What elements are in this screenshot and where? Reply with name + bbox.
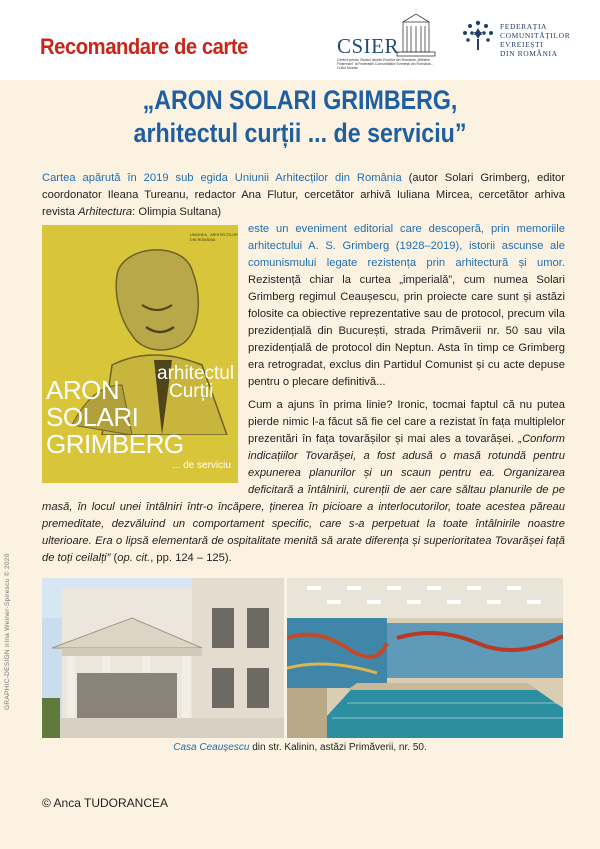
- federation-line: EVREIEȘTI: [500, 40, 544, 49]
- csier-logo: [337, 14, 447, 70]
- federation-name: [500, 22, 595, 58]
- caption-rest: din str. Kalinin, astăzi Primăverii, nr. 50.: [249, 742, 427, 753]
- book-cover: [42, 225, 238, 483]
- magazine-name: Arhitectura: [78, 206, 133, 218]
- design-credit: GRAPHIC-DESIGN Irina Weiner-Spirescu © 2020: [4, 553, 11, 710]
- credits-text: (autor Solari Grimberg, editor coordonator Ileana Tureanu, redactor Ana Flutur, cercetător arhivă Iuliana Mircea, cercetător arhiva revista: [42, 172, 565, 218]
- title-line-2: arhitectul curții ... de serviciu”: [133, 118, 467, 148]
- header-band: [0, 0, 600, 80]
- article-body: [42, 170, 565, 573]
- author-credit: © Anca TUDORANCEA: [42, 796, 168, 810]
- federation-line: FEDERAȚIA: [500, 22, 548, 31]
- paragraph-text: Rezistență chiar la curtea „imperială”, cum numea Solari Grimberg regimul Ceaușescu, prin proiecte care sunt și astăzi folosite ca obiective reprezentative sau de protocol, precum vila prezidențială din București, strada Primăverii nr. 50 sau vila prezidențială de protocol din Neptun. Asta în timp ce Grimberg era retrogradat, exclus din Partidul Comunist și cu acte depuse pentru o plecare definitivă...: [248, 274, 565, 388]
- title-line-1: „ARON SOLARI GRIMBERG,: [142, 85, 458, 115]
- book-title: [42, 84, 558, 150]
- article-paragraph: [42, 170, 565, 221]
- cover-subtitle: [157, 365, 234, 401]
- credits-end: : Olimpia Sultana): [132, 206, 222, 218]
- cover-name-line: SOLARI: [46, 402, 139, 432]
- ref-italic: op. cit.: [117, 552, 151, 564]
- ref-close: , pp. 124 – 125).: [150, 552, 232, 564]
- cover-serv-text: ... de serviciu: [172, 460, 231, 471]
- cover-name-line: GRIMBERG: [46, 429, 184, 459]
- photo-caption: [0, 742, 600, 753]
- quote-text: „Conform indicațiilor Tovarășei, a fost adusă o masă rotundă pentru expunerea planurilor și un scaun pentru ea. Organizarea deficitară a întâlnirii, curenții de aer care săltau planurile de pe masă, în locul unei întâlniri într-o încăpere, ținerea în picioare a interlocutorilor, toate acestea păreau premeditate, dezvăluind un comportament specific, care s-a perpetuat la toate întâlnirile noastre ulterioare. Era o lipsă elementară de ospitalitate menită să arate diferența și superioritatea Tovarășei față de toți ceilalți”: [42, 433, 565, 564]
- highlight-text: este un eveniment editorial care descoperă, prin memoriile arhitectului A. S. Grimberg (1928–2019), istorii ascunse ale comunismului legate rezistența prin arhitectură și umor.: [248, 223, 565, 269]
- federation-line: COMUNITĂȚILOR: [500, 31, 571, 40]
- ref-open: (: [110, 552, 118, 564]
- publisher-mark: UNIUNEA ARHITECȚILOR DIN ROMÂNIA: [190, 233, 238, 242]
- cover-arch-line: arhitectul: [157, 363, 235, 384]
- cover-arch-line: Curții: [169, 381, 214, 402]
- federation-line: DIN ROMÂNIA: [500, 49, 558, 58]
- csier-subtitle: Centrul pentru Studiul Istoriei Evreilor din România „Wilhelm Filderman” al Federației Comunităților Evreiești din România - Cultul Mozaic: [337, 58, 433, 70]
- rubric-title: Recomandare de carte: [40, 34, 248, 59]
- cover-name-line: ARON: [46, 375, 120, 405]
- federation-tree-icon: [460, 18, 496, 52]
- paragraph-text: Cum a ajuns în prima linie? Ironic, tocmai faptul că nu putea pierde nimic l-a făcut să fie cel care a rezistat în fața multiplelor prezentări în fața tovarășilor și mai ales a tovarășei.: [248, 399, 565, 445]
- csier-acronym: CSIER: [337, 34, 400, 58]
- intro-text: Cartea apărută în 2019 sub egida Uniunii Arhitecților din România: [42, 172, 402, 184]
- pool-photo: [287, 578, 563, 738]
- caption-italic: Casa Ceaușescu: [173, 742, 250, 753]
- villa-photo: [42, 578, 284, 738]
